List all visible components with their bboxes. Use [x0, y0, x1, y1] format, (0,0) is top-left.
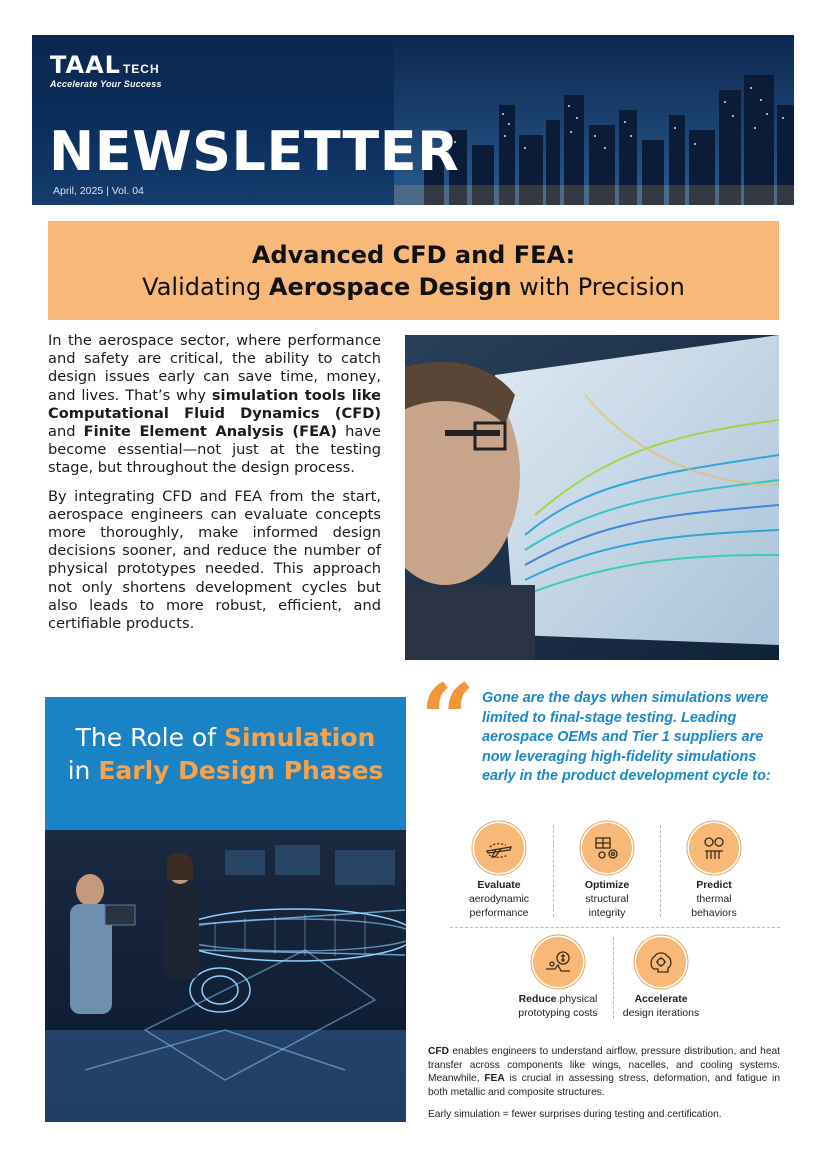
logo-brand: TAAL — [50, 51, 121, 79]
closing-statement: Early simulation = fewer surprises during testing and certification. — [428, 1109, 722, 1120]
benefit-divider — [660, 825, 661, 917]
benefit-divider — [613, 937, 614, 1019]
benefit-accelerate: Accelerate design iterations — [616, 937, 706, 1020]
thermal-gears-icon — [689, 823, 739, 873]
hologram-aircraft-image — [45, 830, 406, 1122]
brain-gear-icon — [636, 937, 686, 987]
quote-text: Gone are the days when simulations were limited to final-stage testing. Leading aerospace OEMs and Tier 1 suppliers are now leveraging high-fidelity simulations early in the product development cycle to: — [482, 690, 771, 785]
intro-paragraph-1: In the aerospace sector, where performance and safety are critical, the ability to catch design issues early can save time, money, and lives. That’s why simulation tools like Computational Fluid Dynamics (CFD) and Finite Element Analysis (FEA) have become essential—not just at the testing stage, but throughout the design process. — [48, 332, 381, 477]
benefit-reduce: Reduce physical prototyping costs — [503, 937, 613, 1020]
simulation-role-panel — [45, 697, 406, 1122]
newsletter-title: NEWSLETTER — [49, 120, 460, 183]
newsletter-header — [32, 35, 794, 205]
logo-tagline: Accelerate Your Success — [50, 79, 162, 89]
benefit-predict: Predict thermal behaviors — [669, 823, 759, 920]
benefit-evaluate: Evaluate aerodynamic performance — [453, 823, 545, 920]
aircraft-icon — [474, 823, 524, 873]
article-title-banner — [48, 221, 779, 320]
structure-gears-icon — [582, 823, 632, 873]
role-heading: The Role of Simulation in Early Design Phases — [67, 723, 384, 785]
logo-brand-suffix: TECH — [122, 62, 160, 76]
issue-date: April, 2025 | Vol. 04 — [53, 185, 144, 197]
benefit-row-divider — [450, 927, 780, 928]
cfd-fea-paragraph: CFD enables engineers to understand airflow, pressure distribution, and heat transfer across components like wings, nacelles, and cooling systems. Meanwhile, FEA is crucial in assessing stress, deformation, and fatigue in both metallic and composite structures. — [428, 1046, 780, 1098]
benefit-optimize: Optimize structural integrity — [562, 823, 652, 920]
engineer-cfd-image — [405, 335, 779, 660]
intro-text — [48, 332, 381, 643]
cost-reduction-icon — [533, 937, 583, 987]
article-title-line2: Validating Aerospace Design with Precision — [142, 273, 685, 301]
article-title-line1: Advanced CFD and FEA: — [251, 241, 576, 269]
taaltech-logo — [50, 53, 162, 89]
intro-paragraph-2: By integrating CFD and FEA from the start, aerospace engineers can evaluate concepts more thoroughly, make informed design decisions sooner, and reduce the number of physical prototypes needed. This approach not only shortens development cycles but also leads to more robust, efficient, and certifiable products. — [48, 487, 381, 633]
benefit-divider — [553, 825, 554, 917]
quote-mark-icon: “ — [420, 663, 476, 776]
